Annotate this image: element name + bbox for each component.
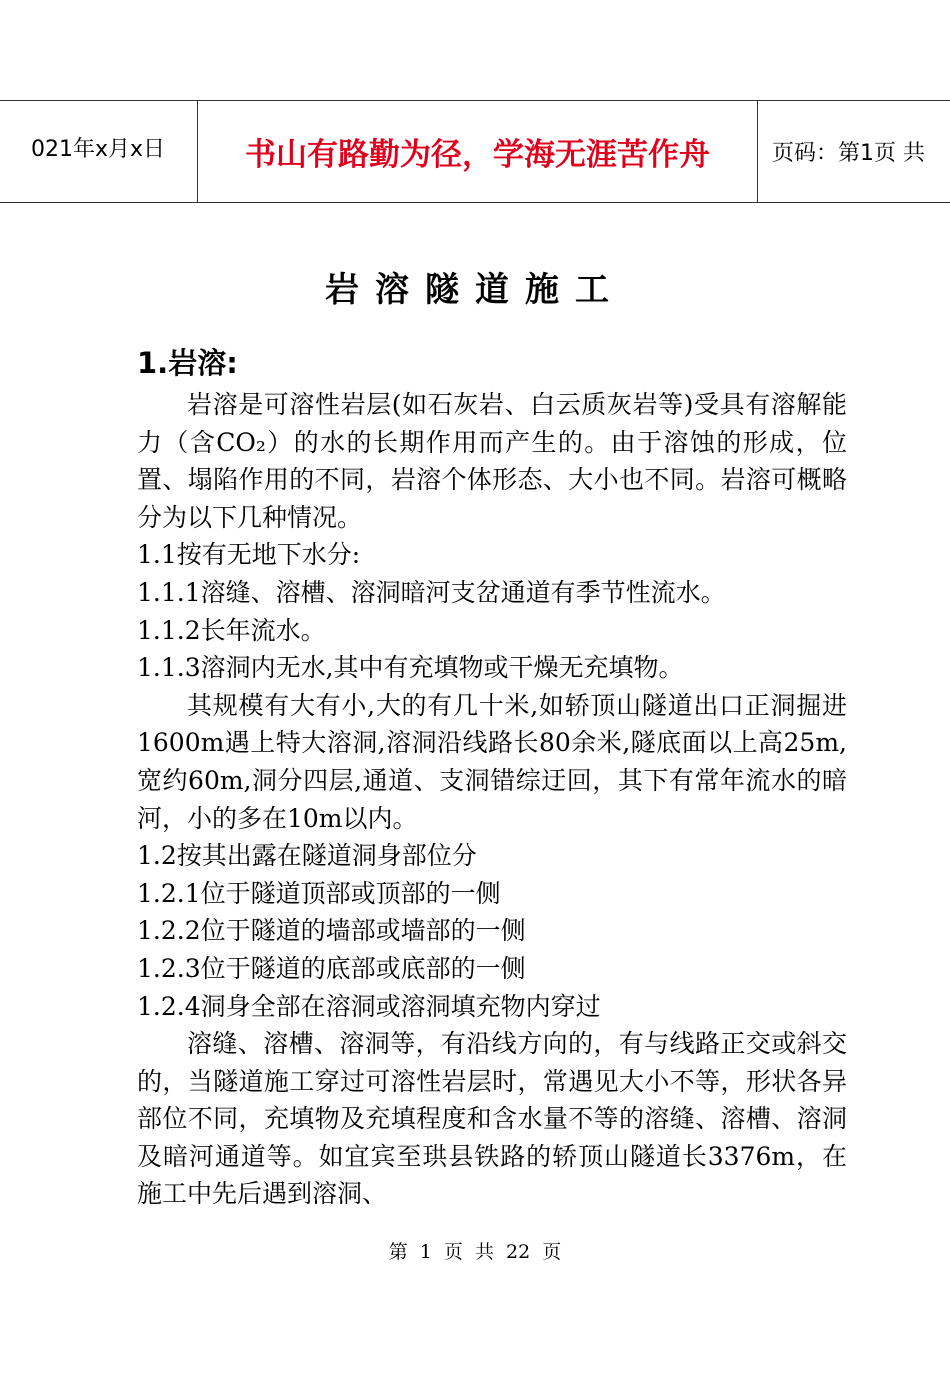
- list-item-1-1-1: 1.1.1溶缝、溶槽、溶洞暗河支岔通道有季节性流水。: [137, 577, 726, 607]
- page-footer: 第 1 页 共 22 页: [388, 1241, 562, 1263]
- subheading-1-1: 1.1按有无地下水分:: [137, 540, 361, 570]
- list-item-1-2-4: 1.2.4洞身全部在溶洞或溶洞填充物内穿过: [137, 991, 601, 1021]
- header-motto-cell: [198, 101, 758, 202]
- list-item-1-2-2: 1.2.2位于隧道的墙部或墙部的一侧: [137, 916, 526, 946]
- list-item-1-1-2: 1.1.2长年流水。: [137, 615, 326, 645]
- list-item-1-2-3: 1.2.3位于隧道的底部或底部的一侧: [137, 953, 526, 983]
- paragraph-intro: 岩溶是可溶性岩层(如石灰岩、白云质灰岩等)受具有溶解能力（含CO₂）的水的长期作用而产生的。由于溶蚀的形成，位置、塌陷作用的不同，岩溶个体形态、大小也不同。岩溶可概略分为以下几种情况。: [137, 390, 847, 532]
- header-date: 021年x月x日: [30, 137, 165, 162]
- document-title: 岩溶隧道施工: [325, 270, 625, 310]
- list-item-1-1-3: 1.1.3溶洞内无水,其中有充填物或干燥无充填物。: [137, 653, 684, 683]
- paragraph-scale: 其规模有大有小,大的有几十米,如轿顶山隧道出口正洞掘进1600m遇上特大溶洞,溶洞沿线路长80余米,隧底面以上高25m,宽约60m,洞分四层,通道、支洞错综迂回，其下有常年流水的暗河，小的多在10m以内。: [137, 690, 847, 833]
- section-heading: 1.岩溶:: [137, 346, 238, 380]
- header-motto: 书山有路勤为径，学海无涯苦作舟: [245, 137, 710, 173]
- header-page-info: 页码：第1页 共: [772, 141, 925, 166]
- subheading-1-2: 1.2按其出露在隧道洞身部位分: [137, 841, 477, 871]
- header-page-cell: [758, 101, 950, 202]
- list-item-1-2-1: 1.2.1位于隧道顶部或顶部的一侧: [137, 878, 501, 908]
- header-date-cell: [0, 101, 198, 202]
- header-table: [0, 100, 950, 203]
- paragraph-description: 溶缝、溶槽、溶洞等，有沿线方向的，有与线路正交或斜交的，当隧道施工穿过可溶性岩层时，常遇见大小不等，形状各异部位不同，充填物及充填程度和含水量不等的溶缝、溶槽、溶洞及暗河通道等。如宜宾至珙县铁路的轿顶山隧道长3376m，在施工中先后遇到溶洞、: [137, 1029, 847, 1209]
- document-body: [137, 340, 847, 1213]
